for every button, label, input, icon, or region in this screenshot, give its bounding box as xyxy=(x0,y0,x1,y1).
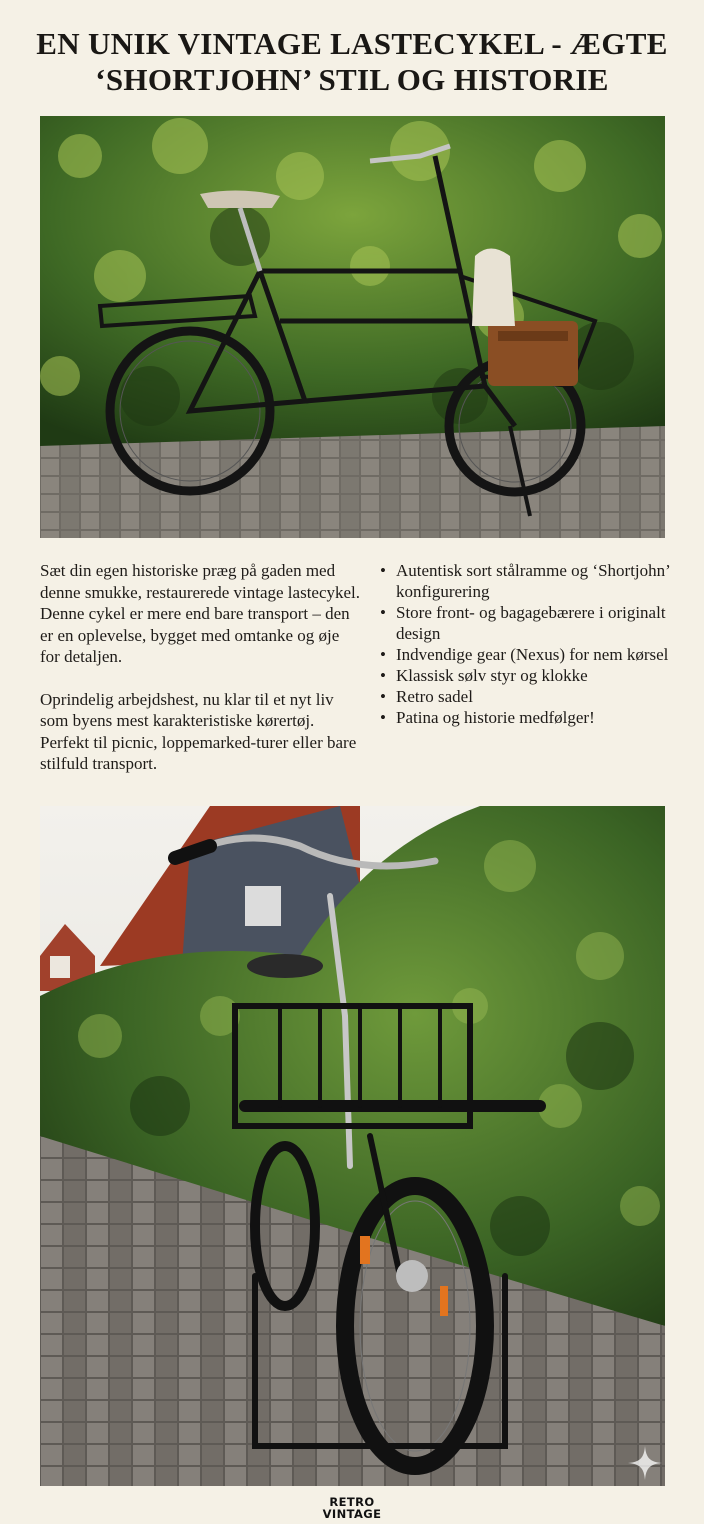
feature-item: • Klassisk sølv styr og klokke xyxy=(380,665,670,686)
brand-line-1: RETRO xyxy=(329,1495,375,1509)
brand-line-2: VINTAGE xyxy=(322,1507,382,1521)
title-line-1: EN UNIK VINTAGE LASTECYKEL - ÆGTE xyxy=(36,26,668,61)
brand-logo xyxy=(0,1496,704,1520)
sparkle-icon xyxy=(626,1444,664,1482)
description-paragraph-1: Sæt din egen historiske præg på gaden med denne smukke, restaurerede vintage lastecykel. Denne cykel er mere end bare transport – den er en oplevelse, bygget med omtanke og øje for detaljen. xyxy=(40,561,361,666)
bike-side-photo xyxy=(40,116,665,538)
feature-item: • Retro sadel xyxy=(380,686,670,707)
bike-front-photo xyxy=(40,806,665,1486)
feature-item: • Indvendige gear (Nexus) for nem kørsel xyxy=(380,644,670,665)
feature-item: • Store front- og bagagebærere i originalt design xyxy=(380,602,670,644)
description-paragraph-2: Oprindelig arbejdshest, nu klar til et nyt liv som byens mest karakteristiske kørertøj. Perfekt til picnic, loppemarked-turer eller bare stilfuld transport. xyxy=(40,689,357,773)
page-title xyxy=(24,26,680,98)
feature-item: • Patina og historie medfølger! xyxy=(380,707,670,728)
feature-list-container xyxy=(380,560,670,728)
title-line-2: ‘SHORTJOHN’ STIL OG HISTORIE xyxy=(95,62,609,97)
feature-item: • Autentisk sort stålramme og ‘Shortjohn’ konfigurering xyxy=(380,560,670,602)
description xyxy=(40,560,362,796)
feature-list xyxy=(380,560,670,728)
